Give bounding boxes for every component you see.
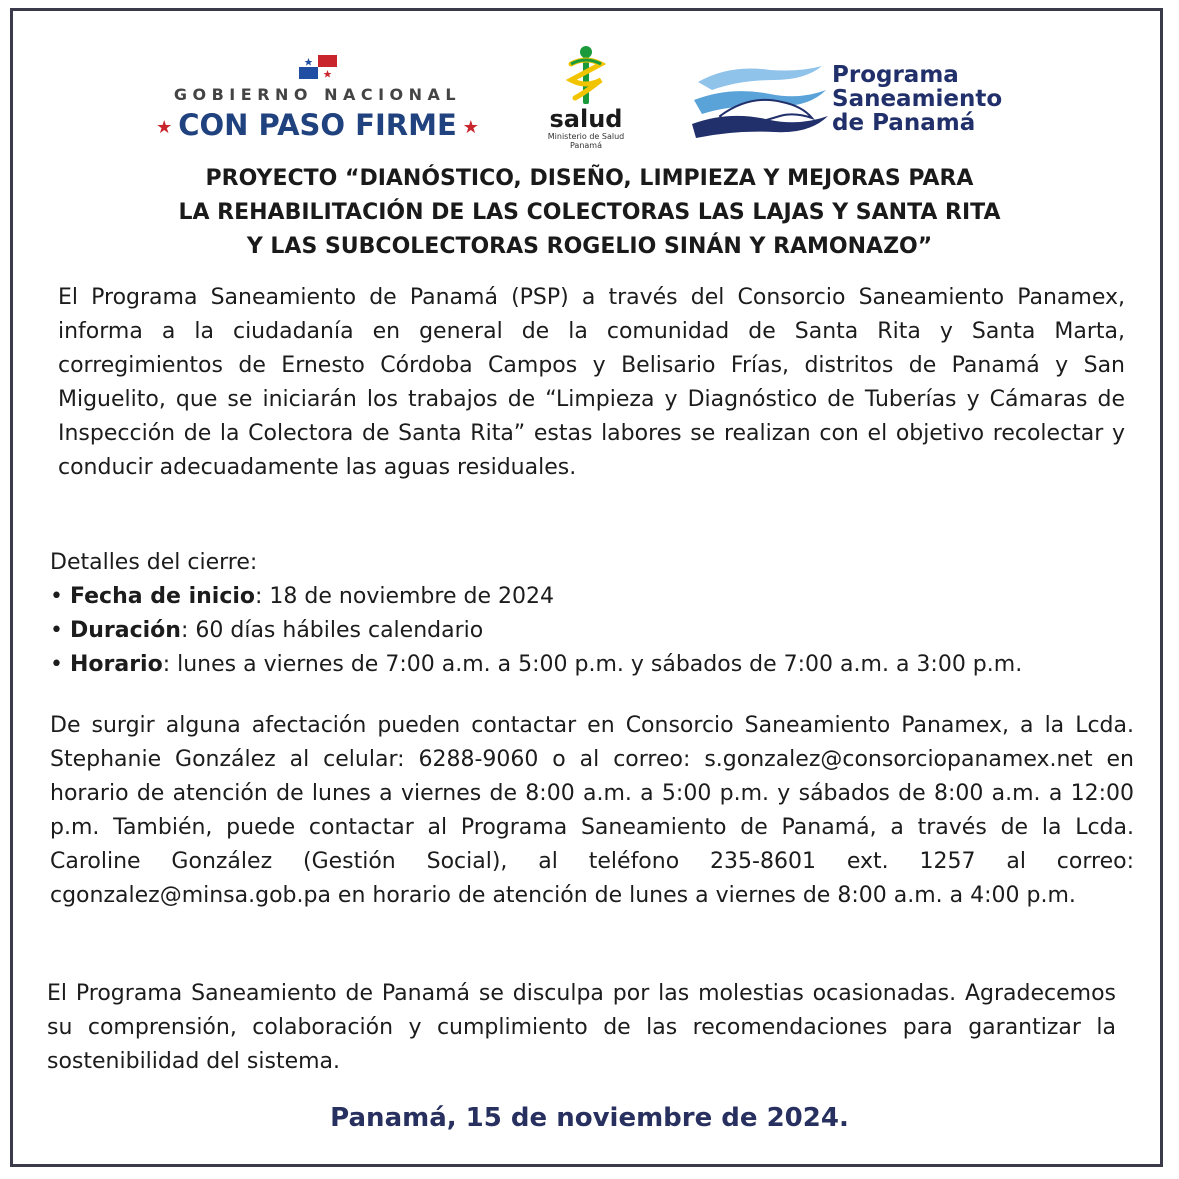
detail-value: : lunes a viernes de 7:00 a.m. a 5:00 p.m. y sábados de 7:00 a.m. a 3:00 p.m. — [162, 652, 1023, 677]
intro-paragraph: El Programa Saneamiento de Panamá (PSP) a través del Consorcio Saneamiento Panamex, informa a la ciudadanía en general de la comunidad de Santa Rita y Santa Marta, corregimientos de Ernesto Córdoba Campos y Belisario Frías, distritos de Panamá y San Miguelito, que se iniciarán los trabajos de “Limpieza y Diagnóstico de Tuberías y Cámaras de Inspección de la Colectora de Santa Rita” estas labores se realizan con el objetivo recolectar y conducir adecuadamente las aguas residuales. — [58, 285, 1125, 480]
psp-line1: Programa — [832, 62, 959, 88]
heading-line-1: PROYECTO “DIANÓSTICO, DISEÑO, LIMPIEZA Y MEJORAS PARA — [205, 166, 974, 191]
detail-value: : 60 días hábiles calendario — [180, 618, 484, 643]
closing-paragraph: El Programa Saneamiento de Panamá se disculpa por las molestias ocasionadas. Agradecemos su comprensión, colaboración y cumplimiento de las recomendaciones para garantizar la sostenibilidad del sistema. — [47, 981, 1116, 1074]
detail-label: Duración — [69, 618, 181, 643]
detail-label: Horario — [69, 652, 163, 677]
heading-line-2: LA REHABILITACIÓN DE LAS COLECTORAS LAS LAJAS Y SANTA RITA — [178, 200, 1001, 225]
gobierno-nacional-logo — [150, 55, 485, 142]
gobierno-nacional-text: GOBIERNO NACIONAL — [173, 85, 462, 104]
star-icon: ★ — [156, 116, 173, 138]
ministerio-text: Ministerio de Salud — [547, 132, 625, 141]
detail-value: : 18 de noviembre de 2024 — [255, 584, 554, 609]
detail-item: • Horario: lunes a viernes de 7:00 a.m. a 5:00 p.m. y sábados de 7:00 a.m. a 3:00 p.m. — [50, 652, 1023, 677]
programa-saneamiento-logo — [690, 60, 1030, 140]
dolphin-wave-icon — [690, 60, 830, 140]
heading-line-3: Y LAS SUBCOLECTORAS ROGELIO SINÁN Y RAMONAZO” — [246, 234, 933, 259]
detail-item: • Duración: 60 días hábiles calendario — [50, 618, 484, 643]
minsa-salud-logo — [536, 46, 636, 150]
con-paso-firme-label: CON PASO FIRME — [178, 108, 457, 142]
detail-label: Fecha de inicio — [69, 584, 256, 609]
psp-logo-text — [832, 63, 1002, 135]
psp-line3: de Panamá — [832, 110, 976, 136]
salud-text: salud — [549, 105, 623, 133]
caduceus-icon — [561, 46, 611, 106]
psp-line2: Saneamiento — [832, 86, 1003, 112]
document-date: Panamá, 15 de noviembre de 2024. — [330, 1103, 849, 1133]
closure-details — [50, 546, 1150, 682]
project-heading — [60, 162, 1119, 264]
contact-paragraph: De surgir alguna afectación pueden contactar en Consorcio Saneamiento Panamex, a la Lcda. Stephanie González al celular: 6288-9060 o al correo: s.gonzalez@consorciopanamex.net en horario de atención de lunes a viernes de 8:00 a.m. a 5:00 p.m. y sábados de 8:00 a.m. a 12:00 p.m. También, puede contactar al Programa Saneamiento de Panamá, a través de la Lcda. Caroline González (Gestión Social), al teléfono 235-8601 ext. 1257 al correo: cgonzalez@minsa.gob.pa en horario de atención de lunes a viernes de 8:00 a.m. a 4:00 p.m. — [50, 713, 1134, 908]
star-icon: ★ — [462, 116, 479, 138]
panama-flag-icon — [299, 55, 337, 79]
detail-item: • Fecha de inicio: 18 de noviembre de 2024 — [50, 584, 554, 609]
con-paso-firme-text — [150, 108, 485, 142]
details-title: Detalles del cierre: — [50, 550, 258, 575]
panama-small-text: Panamá — [569, 141, 603, 150]
